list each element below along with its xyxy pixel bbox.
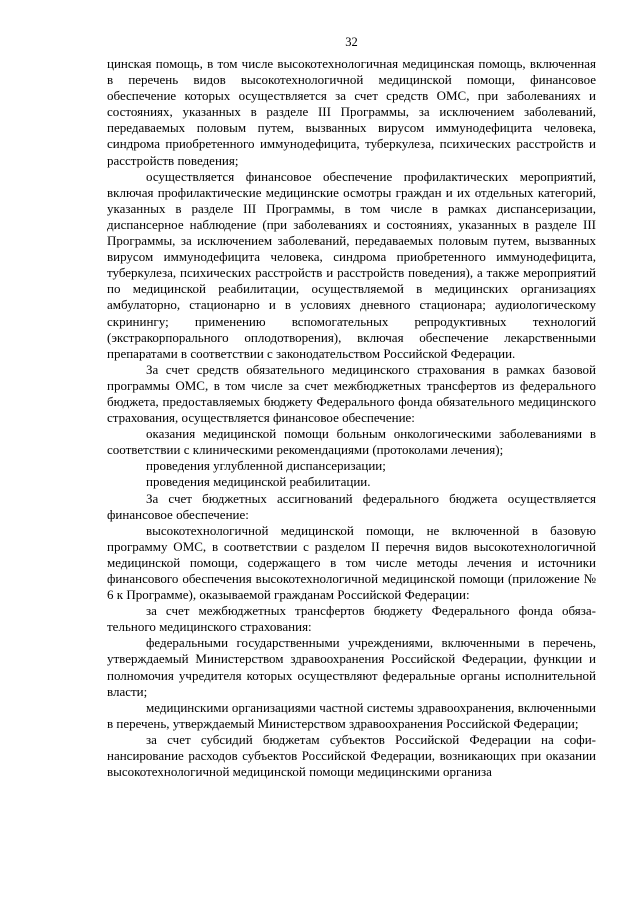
paragraph-3: За счет средств обязательного медицинского страхования в рамках базовой программы ОМС, в том числе за счет межбюджетных трансфертов из федерального бюджета, предоставляемых бюджету Федерального фонда обязательного медицинского страхования, осуществляется финансовое обеспечение:: [107, 361, 596, 426]
paragraph-1: цинская помощь, в том числе высокотехнологичная медицинская помощь, включенная в перечень видов высокотехнологичной медицинской помощи, финансовое обеспечение которых осуществляется за счет средств ОМС, при заболеваниях и состояниях, указанных в разделе III Программы, за исключением заболеваний, передаваемых половым путем, вызванных вирусом иммунодефицита человека, синдрома приобретенного иммунодефицита, туберкулеза, психических расстройств и расстройств поведения;: [107, 56, 596, 168]
paragraph-5: проведения углубленной диспансеризации;: [146, 458, 386, 474]
paragraph-4: оказания медицинской помощи больным онкологическими заболеваниями в соответствии с клиническими рекомендациями (протоколами лечения);: [107, 426, 596, 458]
paragraph-7: За счет бюджетных ассигнований федерального бюджета осуществляется финансовое обеспечение:: [107, 490, 596, 522]
paragraph-2: осуществляется финансовое обеспечение профилактических мероприятий, включая профилактические медицинские осмотры граждан и их отдельных категорий, указанных в разделе III Программы, в том числе в рамках диспансеризации, диспансерное наблюдение (при заболеваниях и состояниях, указанных в разделе III Программы, за исключением заболеваний, передаваемых половым путем, вызванных вирусом иммунодефицита человека, синдрома приобретенного иммунодефицита, туберкулеза, психических расстройств и расстройств поведения), а также мероприятий по медицинской реабилитации, осуществляемой в медицинских организациях амбулаторно, стационарно и в условиях дневного стационара; аудиологическому скринингу; применению вспомогательных репродуктивных технологий (экстракорпорального оплодотворения), включая обеспечение лекарственными препаратами в соответствии с законодательством Российской Федерации.: [107, 168, 596, 361]
paragraph-9: за счет межбюджетных трансфертов бюджету Федерального фонда обязательного медицинского страхования:: [107, 603, 596, 635]
document-page: [107, 34, 596, 780]
page-number: 32: [345, 35, 358, 49]
paragraph-6: проведения медицинской реабилитации.: [146, 474, 371, 490]
document-body: [107, 56, 596, 780]
paragraph-12: за счет субсидий бюджетам субъектов Российской Федерации на софинансирование расходов субъектов Российской Федерации, возникающих при оказании высокотехнологичной медицинской помощи медицинскими организа: [107, 731, 596, 780]
paragraph-10: федеральными государственными учреждениями, включенными в перечень, утверждаемый Министерством здравоохранения Российской Федерации, функции и полномочия учредителя которых осуществляют федеральные органы исполнительной власти;: [107, 635, 596, 699]
paragraph-11: медицинскими организациями частной системы здравоохранения, включенными в перечень, утверждаемый Министерством здравоохранения Российской Федерации;: [107, 699, 596, 731]
paragraph-8: высокотехнологичной медицинской помощи, не включенной в базовую программу ОМС, в соответствии с разделом II перечня видов высокотехнологичной медицинской помощи, содержащего в том числе методы лечения и источники финансового обеспечения высокотехнологичной медицинской помощи (приложение № 6 к Программе), оказываемой гражданам Российской Федерации:: [107, 522, 596, 603]
